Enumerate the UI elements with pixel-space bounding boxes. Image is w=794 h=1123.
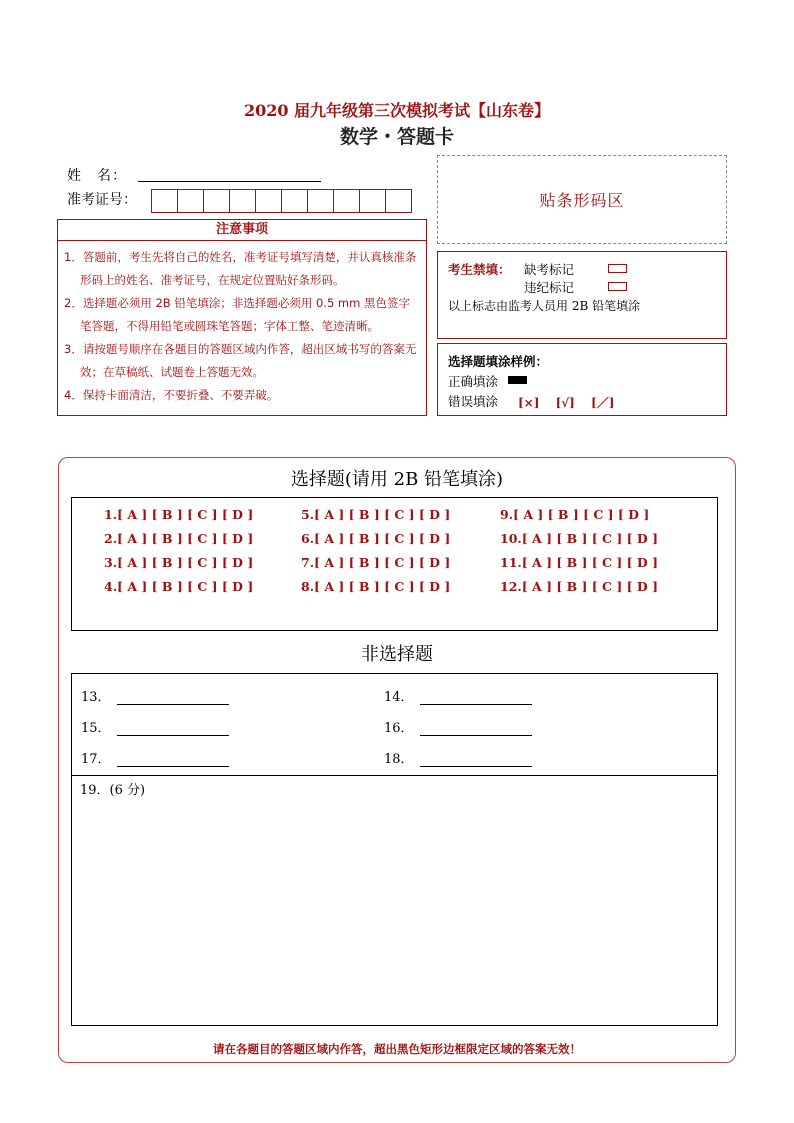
exam-id-digit-box[interactable] bbox=[360, 190, 386, 212]
exam-id-digit-box[interactable] bbox=[152, 190, 178, 212]
forbid-label: 考生禁填： bbox=[448, 262, 511, 277]
fill-question-number: 17． bbox=[81, 752, 111, 767]
barcode-area bbox=[437, 155, 727, 244]
choice-question-11[interactable]: 11.[ A ] [ B ] [ C ] [ D ] bbox=[500, 555, 658, 570]
fill-question-16[interactable] bbox=[384, 717, 532, 736]
wrong-fill-label: 错误填涂 bbox=[448, 394, 499, 409]
exam-id-digit-box[interactable] bbox=[334, 190, 360, 212]
fill-answer-line[interactable] bbox=[420, 690, 532, 705]
choice-question-6[interactable]: 6.[ A ] [ B ] [ C ] [ D ] bbox=[301, 531, 451, 546]
fill-question-14[interactable] bbox=[384, 686, 532, 705]
choice-question-2[interactable]: 2.[ A ] [ B ] [ C ] [ D ] bbox=[104, 531, 254, 546]
name-field[interactable] bbox=[138, 181, 321, 182]
wrong-mark-slash: [／] bbox=[591, 396, 615, 410]
notice-list bbox=[57, 241, 427, 416]
choice-question-10[interactable]: 10.[ A ] [ B ] [ C ] [ D ] bbox=[500, 531, 658, 546]
choice-question-8[interactable]: 8.[ A ] [ B ] [ C ] [ D ] bbox=[301, 579, 451, 594]
notice-item: 2．选择题必须用 2B 铅笔填涂；非选择题必须用 0.5 mm 黑色签字笔答题，不得用铅笔或圆珠笔答题；字体工整、笔迹清晰。 bbox=[64, 296, 410, 333]
notice-item: 4．保持卡面清洁，不要折叠、不要弄破。 bbox=[64, 388, 279, 402]
choice-question-1[interactable]: 1.[ A ] [ B ] [ C ] [ D ] bbox=[104, 507, 254, 522]
exam-id-digit-box[interactable] bbox=[230, 190, 256, 212]
fill-answer-line[interactable] bbox=[420, 752, 532, 767]
choice-question-9[interactable]: 9.[ A ] [ B ] [ C ] [ D ] bbox=[500, 507, 650, 522]
fill-question-number: 16． bbox=[384, 721, 414, 736]
fill-question-18[interactable] bbox=[384, 748, 532, 767]
fill-sample-title: 选择题填涂样例： bbox=[448, 354, 549, 369]
page-subtitle: 数学・答题卡 bbox=[339, 126, 454, 148]
page-title: 2020 届九年级第三次模拟考试【山东卷】 bbox=[243, 101, 551, 120]
exam-id-boxes[interactable] bbox=[151, 189, 412, 213]
choice-section-title: 选择题(请用 2B 铅笔填涂) bbox=[290, 469, 504, 490]
exam-id-digit-box[interactable] bbox=[178, 190, 204, 212]
correct-fill-mark bbox=[508, 376, 527, 384]
notice-title: 注意事项 bbox=[57, 219, 427, 241]
fill-answer-line[interactable] bbox=[117, 690, 229, 705]
forbid-panel bbox=[437, 251, 727, 339]
choice-question-7[interactable]: 7.[ A ] [ B ] [ C ] [ D ] bbox=[301, 555, 451, 570]
notice-item: 1．答题前，考生先将自己的姓名，准考证号填写清楚，并认真核准条形码上的姓名、准考证号，在规定位置贴好条形码。 bbox=[64, 250, 417, 287]
barcode-area-label: 贴条形码区 bbox=[539, 191, 625, 210]
question-19-answer-box[interactable] bbox=[71, 775, 718, 1026]
fill-question-number: 18． bbox=[384, 752, 414, 767]
choice-question-3[interactable]: 3.[ A ] [ B ] [ C ] [ D ] bbox=[104, 555, 254, 570]
fill-answer-line[interactable] bbox=[420, 721, 532, 736]
fill-answer-box bbox=[71, 673, 718, 776]
exam-id-digit-box[interactable] bbox=[386, 190, 411, 212]
fill-question-13[interactable] bbox=[81, 686, 229, 705]
fill-question-number: 14． bbox=[384, 690, 414, 705]
choice-question-5[interactable]: 5.[ A ] [ B ] [ C ] [ D ] bbox=[301, 507, 451, 522]
wrong-mark-check: [√] bbox=[555, 396, 575, 410]
choice-question-12[interactable]: 12.[ A ] [ B ] [ C ] [ D ] bbox=[500, 579, 658, 594]
wrong-fill-marks bbox=[518, 394, 626, 411]
footer-note: 请在各题目的答题区域内作答，超出黑色矩形边框限定区域的答案无效！ bbox=[213, 1042, 581, 1056]
fill-question-17[interactable] bbox=[81, 748, 229, 767]
question-19-label: 19．(6 分) bbox=[80, 783, 146, 798]
fill-question-number: 13． bbox=[81, 690, 111, 705]
exam-id-digit-box[interactable] bbox=[204, 190, 230, 212]
choice-answer-box bbox=[71, 497, 718, 631]
violation-mark-box[interactable] bbox=[608, 282, 627, 291]
violation-mark-label: 违纪标记 bbox=[524, 280, 575, 295]
name-label: 姓 名： bbox=[67, 168, 127, 184]
nonchoice-section-title: 非选择题 bbox=[361, 644, 433, 665]
absent-mark-box[interactable] bbox=[608, 264, 627, 273]
correct-fill-label: 正确填涂 bbox=[448, 374, 499, 389]
exam-id-digit-box[interactable] bbox=[282, 190, 308, 212]
wrong-mark-cross: [×] bbox=[518, 396, 540, 410]
fill-answer-line[interactable] bbox=[117, 721, 229, 736]
fill-question-15[interactable] bbox=[81, 717, 229, 736]
exam-id-digit-box[interactable] bbox=[256, 190, 282, 212]
forbid-note: 以上标志由监考人员用 2B 铅笔填涂 bbox=[448, 299, 641, 313]
exam-id-digit-box[interactable] bbox=[308, 190, 334, 212]
absent-mark-label: 缺考标记 bbox=[524, 262, 575, 277]
fill-answer-line[interactable] bbox=[117, 752, 229, 767]
fill-sample-panel bbox=[437, 343, 727, 416]
notice-item: 3．请按题号顺序在各题目的答题区域内作答，超出区域书写的答案无效；在草稿纸、试题卷上答题无效。 bbox=[64, 342, 417, 379]
choice-question-4[interactable]: 4.[ A ] [ B ] [ C ] [ D ] bbox=[104, 579, 254, 594]
exam-id-label: 准考证号： bbox=[67, 192, 137, 208]
fill-question-number: 15． bbox=[81, 721, 111, 736]
